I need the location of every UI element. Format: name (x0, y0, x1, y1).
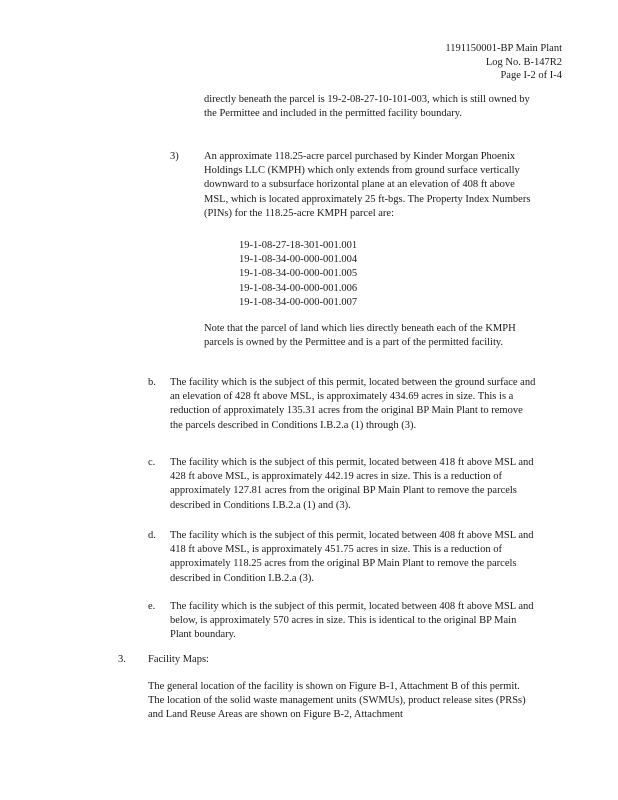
item-3-marker: 3) (170, 151, 179, 162)
intro-paragraph-text: directly beneath the parcel is 19-2-08-27-10-101-003, which is still owned by the Permittee and included in the permitted facility boundary. (204, 94, 530, 120)
item-e-marker: e. (148, 601, 156, 612)
item-e-paragraph (170, 600, 536, 643)
item-e-text: The facility which is the subject of this permit, located between 408 ft above MSL and below, is approximately 570 acres in size. This is identical to the original BP Main Plant boundary. (170, 601, 534, 641)
item-c-paragraph (170, 456, 536, 513)
item-b-paragraph (170, 376, 536, 433)
page-header (445, 42, 562, 83)
section-3-heading (148, 653, 528, 667)
section-3-number: 3. (118, 654, 126, 665)
item-b-text: The facility which is the subject of this permit, located between the ground surface and an elevation of 428 ft above MSL, is approximately 434.69 acres in size. This is a reduction of approximately 135.31 acres from the original BP Main Plant to remove the parcels described in Conditions I.B.2.a (1) through (3). (170, 377, 536, 431)
item-c-marker: c. (148, 457, 156, 468)
intro-paragraph (204, 93, 544, 121)
item-3-paragraph (204, 150, 540, 221)
item-d-paragraph (170, 529, 536, 586)
pin-number: 19-1-08-34-00-000-001.005 (239, 268, 358, 280)
item-d-text: The facility which is the subject of this permit, located between 408 ft above MSL and 418 ft above MSL, is approximately 451.75 acres in size. This is a reduction of approximately 118.25 acres from the original BP Main Plant to remove the parcels described in Condition I.B.2.a (3). (170, 530, 534, 584)
item-d-marker: d. (148, 530, 156, 541)
item-3-note (204, 322, 540, 350)
pin-number: 19-1-08-34-00-000-001.006 (239, 282, 358, 294)
header-permit-id: 1191150001-BP Main Plant (445, 43, 562, 54)
header-page-number: Page I-2 of I-4 (500, 70, 562, 81)
header-log-number: Log No. B-147R2 (485, 56, 562, 68)
section-3-text: The general location of the facility is shown on Figure B-1, Attachment B of this permit. The location of the solid waste management units (SWMUs), product release sites (PRSs) and Land Reuse Areas are shown on Figure B-2, Attachment (148, 681, 526, 721)
pin-number: 19-1-08-34-00-000-001.004 (239, 254, 358, 266)
pin-number: 19-1-08-34-00-000-001.007 (239, 296, 358, 308)
pin-list (239, 239, 357, 310)
pin-number: 19-1-08-27-18-301-001.001 (239, 240, 358, 251)
item-b-marker: b. (148, 377, 156, 388)
section-3-heading-text: Facility Maps: (148, 654, 209, 665)
item-c-text: The facility which is the subject of this permit, located between 418 ft above MSL and 428 ft above MSL, is approximately 442.19 acres in size. This is a reduction of approximately 127.81 acres from the original BP Main Plant to remove the parcels described in Conditions I.B.2.a (1) and (3). (170, 457, 534, 511)
section-3-paragraph (148, 680, 536, 723)
item-3-note-text: Note that the parcel of land which lies directly beneath each of the KMPH parcels is owned by the Permittee and is a part of the permitted facility. (204, 323, 516, 349)
item-3-text: An approximate 118.25-acre parcel purchased by Kinder Morgan Phoenix Holdings LLC (KMPH) which only extends from ground surface vertically downward to a subsurface horizontal plane at an elevation of 408 ft above MSL, which is located approximately 25 ft-bgs. The Property Index Numbers (PINs) for the 118.25-acre KMPH parcel are: (204, 151, 531, 219)
